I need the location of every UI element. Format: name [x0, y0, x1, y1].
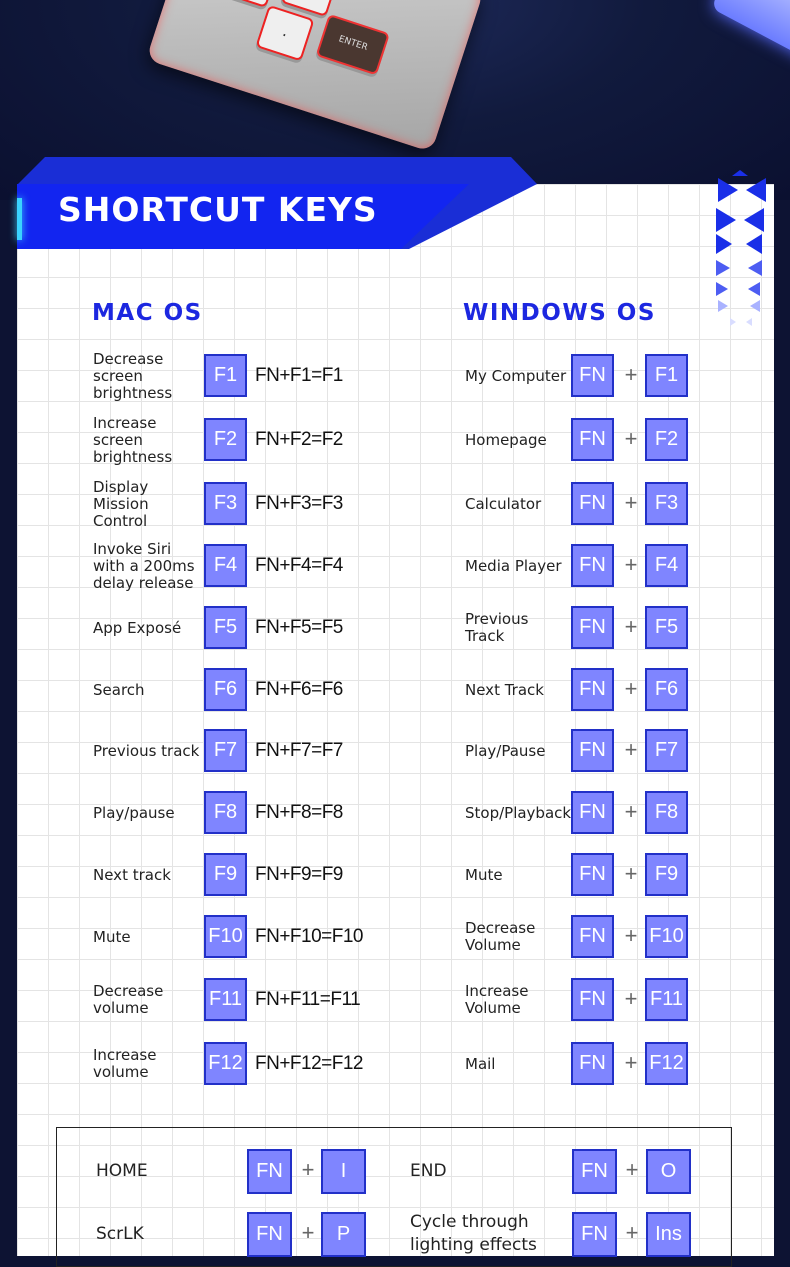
windows-fn-key: FN — [571, 482, 614, 525]
windows-fkey: F3 — [645, 482, 688, 525]
extra-left-label: ScrLK — [96, 1224, 144, 1244]
windows-fkey: F5 — [645, 606, 688, 649]
mac-row-label: Invoke Siri with a 200ms delay release — [93, 539, 195, 592]
windows-fn-key: FN — [571, 729, 614, 772]
extra-left-label: HOME — [96, 1161, 148, 1181]
mac-formula: FN+F6=F6 — [255, 679, 343, 700]
decorative-arrows-icon — [708, 168, 772, 333]
windows-plus: + — [624, 737, 638, 762]
mac-formula: FN+F9=F9 — [255, 864, 343, 885]
windows-plus: + — [624, 362, 638, 387]
windows-plus: + — [624, 552, 638, 577]
windows-fkey: F10 — [645, 915, 688, 958]
windows-fn-key: FN — [571, 978, 614, 1021]
windows-fn-key: FN — [571, 418, 614, 461]
mac-formula: FN+F2=F2 — [255, 429, 343, 450]
keyboard-key — [316, 14, 390, 76]
windows-fkey: F12 — [645, 1042, 688, 1085]
mac-fkey: F11 — [204, 978, 247, 1021]
extra-right-label: END — [410, 1160, 447, 1181]
windows-fkey: F1 — [645, 354, 688, 397]
windows-fn-key: FN — [571, 853, 614, 896]
mac-formula: FN+F5=F5 — [255, 617, 343, 638]
windows-fn-key: FN — [571, 668, 614, 711]
extra-fn-key: FN — [247, 1149, 292, 1194]
windows-plus: + — [624, 1050, 638, 1075]
windows-fn-key: FN — [571, 544, 614, 587]
mac-formula: FN+F3=F3 — [255, 493, 343, 514]
windows-row-label: Stop/Playback — [465, 803, 572, 822]
mac-formula: FN+F11=F11 — [255, 989, 361, 1010]
windows-row-label: Homepage — [465, 430, 547, 449]
mac-row-label: Search — [93, 680, 145, 699]
windows-fkey: F9 — [645, 853, 688, 896]
windows-row-label: Increase Volume — [465, 982, 529, 1017]
windows-os-heading: WINDOWS OS — [463, 300, 656, 326]
windows-fkey: F2 — [645, 418, 688, 461]
mac-row-label: Decrease volume — [93, 982, 164, 1017]
keyboard-key-label: ENTER — [337, 34, 369, 54]
windows-fn-key: FN — [571, 915, 614, 958]
extra-right-key: O — [646, 1149, 691, 1194]
windows-fkey: F4 — [645, 544, 688, 587]
windows-row-label: Mute — [465, 865, 503, 884]
mac-row-label: Play/pause — [93, 803, 175, 822]
mac-fkey: F1 — [204, 354, 247, 397]
windows-fkey: F6 — [645, 668, 688, 711]
mac-fkey: F10 — [204, 915, 247, 958]
mac-row-label: Mute — [93, 927, 131, 946]
windows-fn-key: FN — [571, 354, 614, 397]
extra-fn-key: FN — [247, 1212, 292, 1257]
mac-fkey: F6 — [204, 668, 247, 711]
windows-plus: + — [624, 426, 638, 451]
page-title: SHORTCUT KEYS — [58, 190, 378, 229]
windows-plus: + — [624, 614, 638, 639]
windows-fkey: F7 — [645, 729, 688, 772]
extra-plus: + — [625, 1157, 639, 1182]
windows-plus: + — [624, 799, 638, 824]
extra-plus: + — [301, 1220, 315, 1245]
mac-fkey: F3 — [204, 482, 247, 525]
mac-fkey: F9 — [204, 853, 247, 896]
windows-fkey: F11 — [645, 978, 688, 1021]
mac-fkey: F2 — [204, 418, 247, 461]
keyboard-key-label: . — [280, 20, 292, 41]
windows-plus: + — [624, 676, 638, 701]
windows-plus: + — [624, 986, 638, 1011]
mac-os-heading: MAC OS — [92, 300, 203, 326]
mac-fkey: F12 — [204, 1042, 247, 1085]
windows-row-label: Calculator — [465, 494, 542, 513]
windows-row-label: Decrease Volume — [465, 919, 536, 954]
windows-row-label: Mail — [465, 1054, 496, 1073]
mac-fkey: F4 — [204, 544, 247, 587]
keyboard-key-label — [287, 0, 335, 2]
windows-row-label: My Computer — [465, 366, 567, 385]
windows-row-label: Previous Track — [465, 610, 529, 645]
mac-formula: FN+F10=F10 — [255, 926, 363, 947]
mac-row-label: Decrease screen brightness — [93, 349, 173, 402]
windows-row-label: Play/Pause — [465, 741, 546, 760]
extra-fn-key: FN — [572, 1212, 617, 1257]
mac-row-label: App Exposé — [93, 618, 182, 637]
mac-row-label: Previous track — [93, 741, 200, 760]
mac-formula: FN+F8=F8 — [255, 802, 343, 823]
mac-formula: FN+F1=F1 — [255, 365, 343, 386]
extra-right-key: Ins — [646, 1212, 691, 1257]
mac-formula: FN+F7=F7 — [255, 740, 343, 761]
mac-fkey: F7 — [204, 729, 247, 772]
windows-row-label: Media Player — [465, 556, 562, 575]
extra-plus: + — [301, 1157, 315, 1182]
extra-plus: + — [625, 1220, 639, 1245]
extra-fn-key: FN — [572, 1149, 617, 1194]
extra-left-key: I — [321, 1149, 366, 1194]
windows-fn-key: FN — [571, 791, 614, 834]
shortcut-panel — [17, 184, 774, 1256]
windows-row-label: Next Track — [465, 680, 544, 699]
extra-left-key: P — [321, 1212, 366, 1257]
mac-fkey: F8 — [204, 791, 247, 834]
windows-plus: + — [624, 861, 638, 886]
windows-plus: + — [624, 923, 638, 948]
mac-formula: FN+F12=F12 — [255, 1053, 363, 1074]
extra-right-label: Cycle through lighting effects — [410, 1212, 537, 1255]
windows-fkey: F8 — [645, 791, 688, 834]
mac-row-label: Increase volume — [93, 1046, 157, 1081]
banner-accent — [17, 198, 22, 240]
mac-formula: FN+F4=F4 — [255, 555, 343, 576]
mac-row-label: Next track — [93, 865, 171, 884]
mac-row-label: Display Mission Control — [93, 477, 149, 530]
windows-plus: + — [624, 490, 638, 515]
windows-fn-key: FN — [571, 606, 614, 649]
mac-row-label: Increase screen brightness — [93, 413, 173, 466]
extra-shortcut-box — [56, 1127, 732, 1267]
mac-fkey: F5 — [204, 606, 247, 649]
keyboard-key — [255, 5, 314, 62]
windows-fn-key: FN — [571, 1042, 614, 1085]
